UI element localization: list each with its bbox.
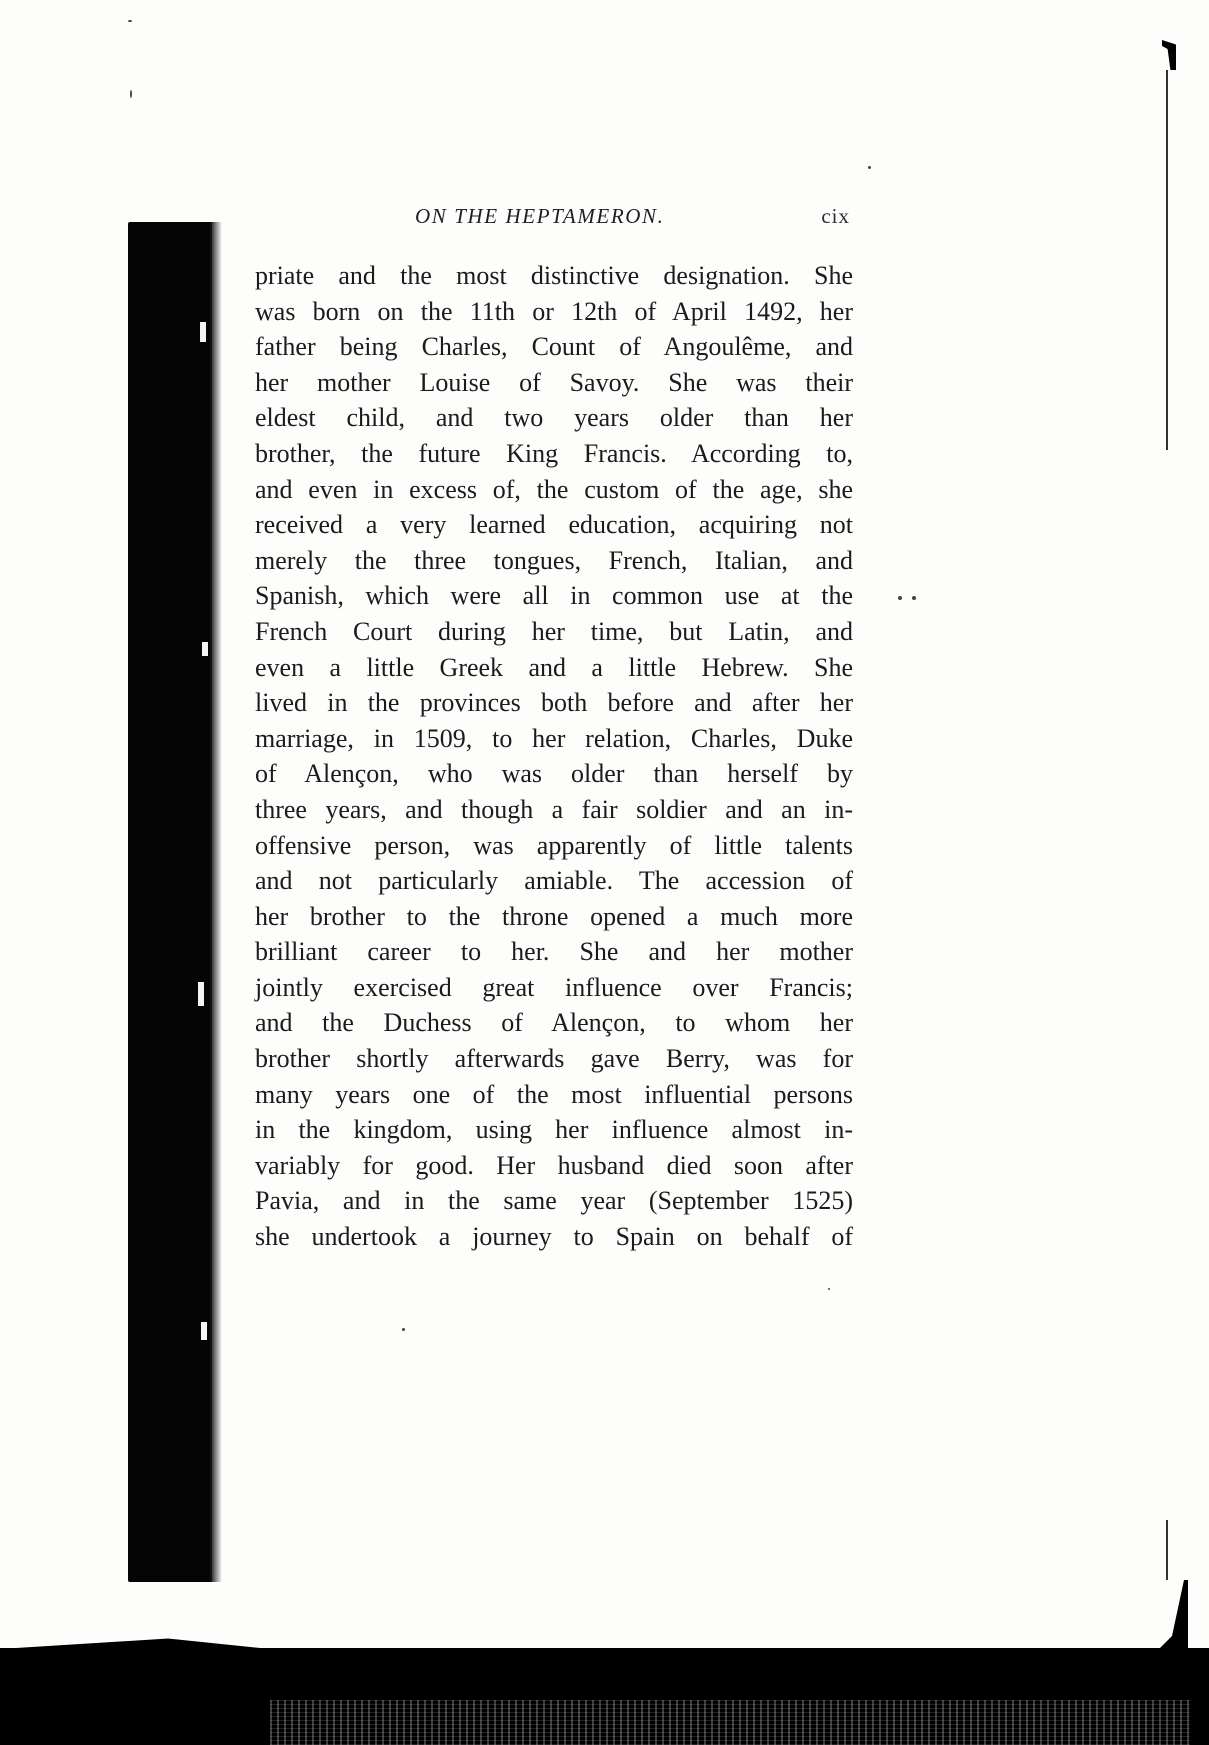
- binding-speck: [201, 1322, 207, 1340]
- text-line: and not particularly amiable. The accession of: [255, 866, 853, 896]
- dust-speck: [912, 596, 916, 600]
- text-line: her mother Louise of Savoy. She was their: [255, 367, 853, 397]
- text-line: and the Duchess of Alençon, to whom her: [255, 1008, 853, 1038]
- text-line: her brother to the throne opened a much more: [255, 901, 853, 931]
- text-line: three years, and though a fair soldier and an in-: [255, 794, 853, 824]
- text-line: brother, the future King Francis. According to,: [255, 438, 853, 468]
- right-edge-mark: [1162, 40, 1176, 70]
- binding-speck: [200, 322, 206, 342]
- text-line: of Alençon, who was older than herself by: [255, 759, 853, 789]
- binding-shadow: [128, 222, 212, 1582]
- right-edge-line: [1166, 1520, 1168, 1580]
- text-line: Spanish, which were all in common use at the: [255, 581, 853, 611]
- body-text: [255, 258, 853, 1255]
- right-edge-line: [1166, 70, 1168, 450]
- text-line: father being Charles, Count of Angoulême, and: [255, 332, 853, 362]
- binding-speck: [202, 642, 208, 656]
- running-title: ON THE HEPTAMERON.: [415, 204, 665, 228]
- text-line: brother shortly afterwards gave Berry, was for: [255, 1044, 853, 1074]
- text-line: eldest child, and two years older than her: [255, 403, 853, 433]
- dust-speck: [898, 596, 902, 600]
- text-line: and even in excess of, the custom of the age, she: [255, 474, 853, 504]
- text-line: marriage, in 1509, to her relation, Charles, Duke: [255, 723, 853, 753]
- text-line: variably for good. Her husband died soon after: [255, 1150, 853, 1180]
- dust-speck: [128, 20, 132, 22]
- text-line: brilliant career to her. She and her mother: [255, 937, 853, 967]
- text-line: many years one of the most influential persons: [255, 1079, 853, 1109]
- text-line: jointly exercised great influence over Francis;: [255, 972, 853, 1002]
- text-line: was born on the 11th or 12th of April 1492, her: [255, 296, 853, 326]
- text-line: she undertook a journey to Spain on behalf of: [255, 1222, 853, 1252]
- page-number: cix: [821, 204, 850, 228]
- text-line: in the kingdom, using her influence almost in-: [255, 1115, 853, 1145]
- dust-speck: [402, 1328, 405, 1331]
- text-line: even a little Greek and a little Hebrew. She: [255, 652, 853, 682]
- text-line: Pavia, and in the same year (September 1525): [255, 1186, 853, 1216]
- binding-speck: [198, 982, 204, 1006]
- bottom-scan-noise: [270, 1700, 1190, 1745]
- dust-speck: [868, 166, 871, 169]
- text-line: priate and the most distinctive designation. She: [255, 261, 853, 290]
- dust-speck: [130, 90, 132, 98]
- text-line: French Court during her time, but Latin, and: [255, 616, 853, 646]
- text-line: lived in the provinces both before and after her: [255, 688, 853, 718]
- text-line: offensive person, was apparently of little talents: [255, 830, 853, 860]
- running-head: [256, 204, 852, 238]
- text-line: received a very learned education, acquiring not: [255, 510, 853, 540]
- text-line: merely the three tongues, French, Italian, and: [255, 545, 853, 575]
- dust-speck: [828, 1288, 830, 1290]
